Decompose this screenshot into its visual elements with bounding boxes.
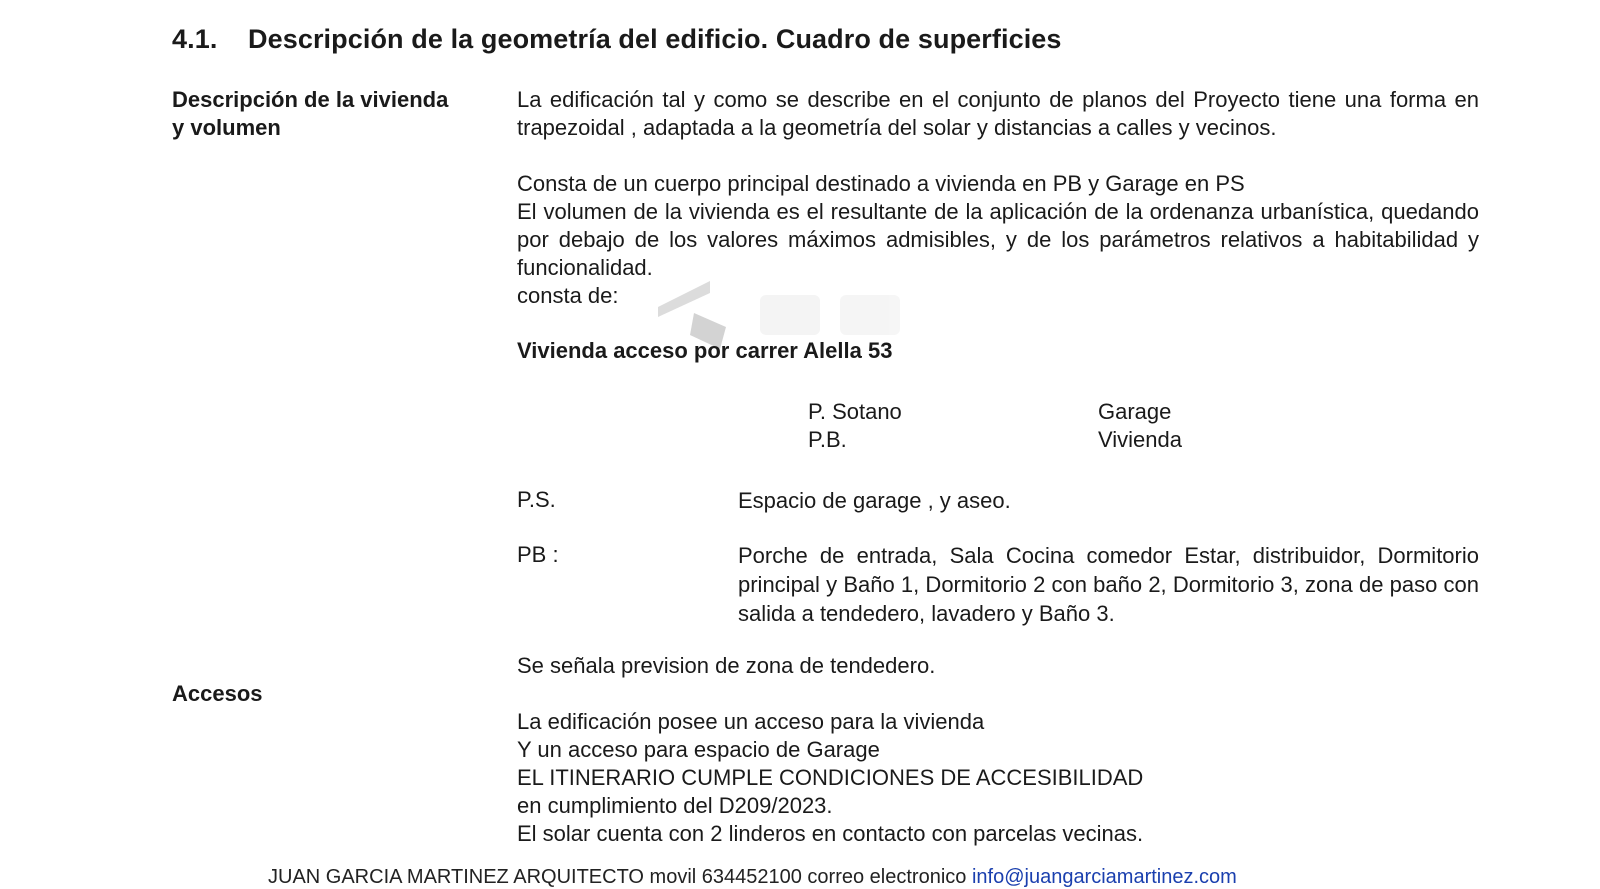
description-paragraph-1: La edificación tal y como se describe en el conjunto de planos del Proyecto tiene una forma en trapezoidal , adaptada a la geometría del solar y distancias a calles y vecinos. bbox=[517, 87, 1479, 140]
accesos-line: Y un acceso para espacio de Garage bbox=[517, 737, 880, 762]
section-heading bbox=[172, 24, 1062, 55]
label-line-2: y volumen bbox=[172, 115, 281, 140]
level-name: P.B. bbox=[808, 427, 847, 452]
room-desc-pb: Porche de entrada, Sala Cocina comedor Estar, distribuidor, Dormitorio principal y Baño 1, Dormitorio 2 con baño 2, Dormitorio 3, zona de paso con salida a tendedero, lavadero y Baño 3. bbox=[738, 543, 1479, 626]
label-line-1: Descripción de la vivienda bbox=[172, 87, 449, 112]
section-number: 4.1. bbox=[172, 24, 218, 54]
levels-table bbox=[808, 398, 1182, 454]
label-descripcion-vivienda bbox=[172, 86, 448, 142]
room-label-ps: P.S. bbox=[517, 487, 556, 512]
level-use: Garage bbox=[1098, 399, 1172, 424]
accesos-line: EL ITINERARIO CUMPLE CONDICIONES DE ACCESIBILIDAD bbox=[517, 765, 1144, 790]
room-label-pb: PB : bbox=[517, 542, 559, 567]
accesos-line: El solar cuenta con 2 linderos en contacto con parcelas vecinas. bbox=[517, 821, 1144, 846]
description-paragraph-2: El volumen de la vivienda es el resultante de la aplicación de la ordenanza urbanística, quedando por debajo de los valores máximos admisibles, y de los parámetros relativos a habitabilidad y funcionalidad. bbox=[517, 199, 1479, 280]
accesos-line: La edificación posee un acceso para la vivienda bbox=[517, 709, 985, 734]
description-line-consta-de: consta de: bbox=[517, 283, 619, 308]
accesos-line: en cumplimiento del D209/2023. bbox=[517, 793, 833, 818]
level-row bbox=[808, 398, 1182, 426]
accesos-list bbox=[517, 708, 1143, 848]
section-title: Descripción de la geometría del edificio. Cuadro de superficies bbox=[248, 24, 1062, 54]
footer-text: JUAN GARCIA MARTINEZ ARQUITECTO movil 634452100 correo electronico bbox=[268, 866, 967, 888]
tendedero-note: Se señala prevision de zona de tendedero. bbox=[517, 653, 936, 678]
description-line-consta: Consta de un cuerpo principal destinado a vivienda en PB y Garage en PS bbox=[517, 171, 1245, 196]
vivienda-title: Vivienda acceso por carrer Alella 53 bbox=[517, 338, 893, 363]
level-use: Vivienda bbox=[1098, 427, 1182, 452]
label-accesos: Accesos bbox=[172, 681, 263, 706]
page-footer bbox=[268, 866, 1237, 889]
level-row bbox=[808, 426, 1182, 454]
footer-email-link[interactable]: info@juangarciamartinez.com bbox=[971, 866, 1237, 888]
room-desc-ps: Espacio de garage , y aseo. bbox=[738, 488, 1011, 513]
level-name: P. Sotano bbox=[808, 399, 902, 424]
